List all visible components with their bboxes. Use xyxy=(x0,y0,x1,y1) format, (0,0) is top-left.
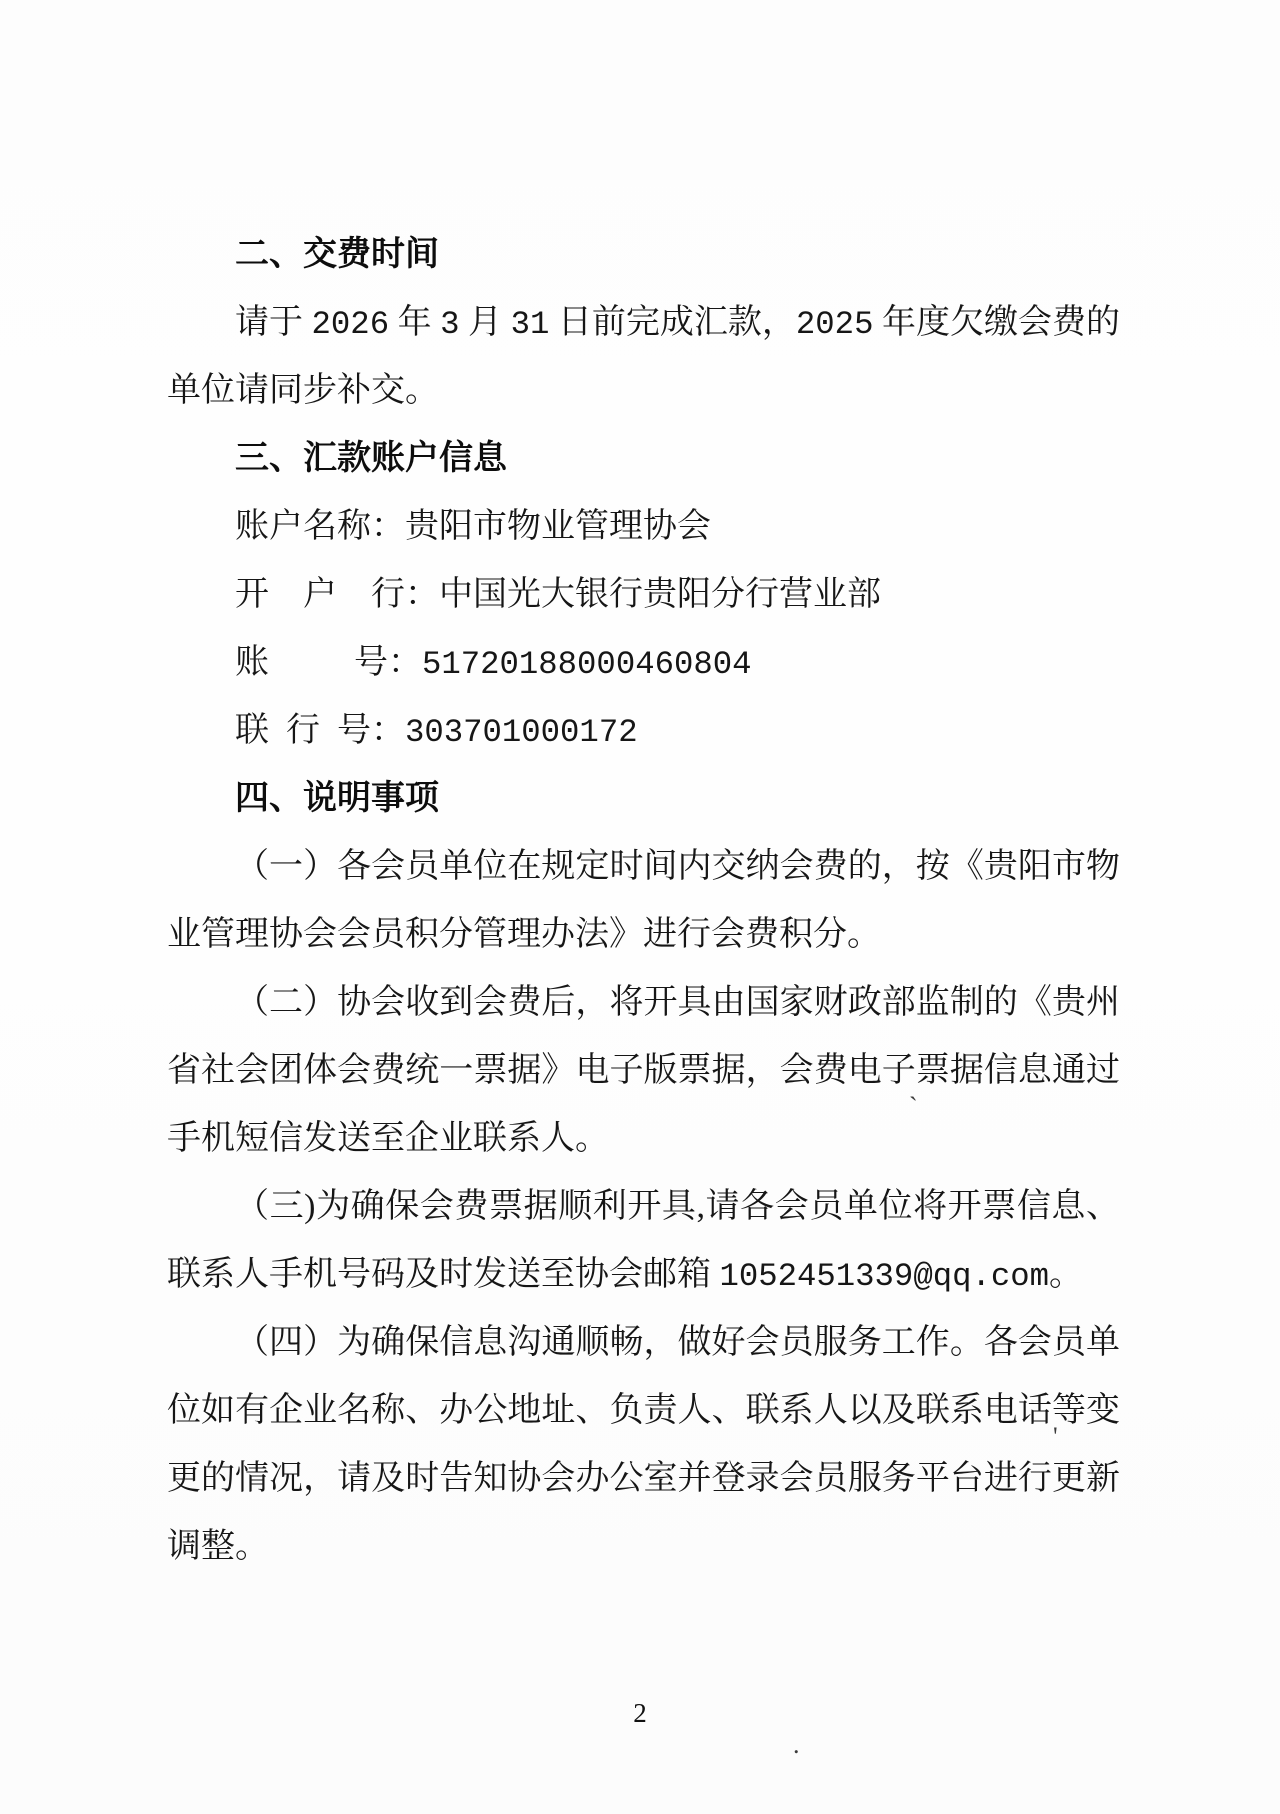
numeric-text: 2025 xyxy=(795,306,874,343)
scan-artifact: . xyxy=(793,1730,800,1759)
document-line: （一）各会员单位在规定时间内交纳会费的，按《贵阳市物 xyxy=(235,848,1120,885)
document-line: （二）协会收到会费后，将开具由国家财政部监制的《贵州 xyxy=(235,984,1120,1021)
document-line: 位如有企业名称、办公地址、负责人、联系人以及联系电话等变 xyxy=(167,1392,1120,1429)
text-block xyxy=(167,221,1120,1581)
document-line: 调整。 xyxy=(167,1528,269,1565)
document-line: 省社会团体会费统一票据》电子版票据，会费电子票据信息通过 xyxy=(167,1052,1120,1089)
document-line: 手机短信发送至企业联系人。 xyxy=(167,1120,609,1157)
scan-artifact: ` xyxy=(909,1092,918,1121)
document-line: 二、交费时间 xyxy=(235,236,439,273)
document-line: 账 号：51720188000460804 xyxy=(235,644,752,683)
numeric-text: 303701000172 xyxy=(405,714,638,751)
numeric-text: 31 xyxy=(510,306,550,343)
numeric-text: 51720188000460804 xyxy=(422,646,752,683)
document-line: （三)为确保会费票据顺利开具,请各会员单位将开票信息、 xyxy=(235,1188,1120,1225)
document-line: 联 行 号：303701000172 xyxy=(235,712,638,751)
document-line: 业管理协会会员积分管理办法》进行会费积分。 xyxy=(167,916,881,953)
document-line: 四、说明事项 xyxy=(235,780,439,817)
document-line: 请于 2026 年 3 月 31 日前完成汇款，2025 年度欠缴会费的 xyxy=(235,304,1121,343)
page-number: 2 xyxy=(633,1698,647,1728)
document-line: 单位请同步补交。 xyxy=(167,372,439,409)
numeric-text: 2026 xyxy=(311,306,390,343)
document-line: 三、汇款账户信息 xyxy=(235,440,507,477)
document-line: 开 户 行：中国光大银行贵阳分行营业部 xyxy=(235,576,881,613)
numeric-text: 1052451339@qq.com xyxy=(719,1258,1049,1295)
scan-artifact: ' xyxy=(1053,1422,1058,1451)
document-line: 联系人手机号码及时发送至协会邮箱 1052451339@qq.com。 xyxy=(167,1256,1083,1295)
document-line: （四）为确保信息沟通顺畅，做好会员服务工作。各会员单 xyxy=(235,1324,1120,1361)
document-line: 账户名称：贵阳市物业管理协会 xyxy=(235,508,711,545)
numeric-text: 3 xyxy=(440,306,460,343)
document-line: 更的情况，请及时告知协会办公室并登录会员服务平台进行更新 xyxy=(167,1460,1120,1497)
